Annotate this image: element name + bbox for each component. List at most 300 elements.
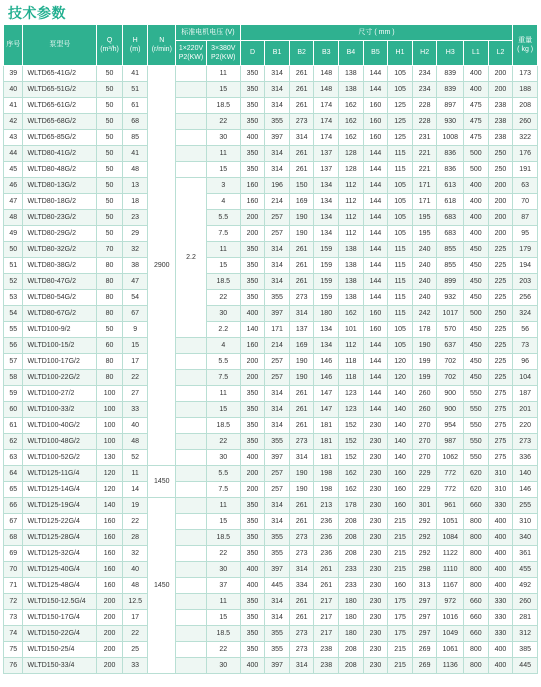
- header-no: 序号: [4, 25, 23, 66]
- dim-b2: 169: [289, 338, 314, 354]
- dim-b5: 144: [363, 146, 388, 162]
- header-weight-unit: ( kg ): [517, 46, 534, 53]
- dim-b1: 355: [265, 546, 290, 562]
- header-n-unit: (r/min): [151, 46, 172, 53]
- dim-h2: 221: [412, 162, 437, 178]
- table-row: [4, 274, 538, 290]
- flow-q: 80: [97, 258, 123, 274]
- dim-b1: 314: [265, 98, 290, 114]
- dim-h3: 570: [437, 322, 464, 338]
- dim-h1: 215: [388, 562, 413, 578]
- dim-b5: 160: [363, 322, 388, 338]
- dim-b2: 314: [289, 562, 314, 578]
- weight-kg: 260: [513, 594, 538, 610]
- dim-l1: 800: [464, 562, 489, 578]
- dim-l2: 400: [488, 514, 513, 530]
- motor-1ph-power: [176, 370, 207, 386]
- dim-h2: 269: [412, 642, 437, 658]
- pump-model: WLTD80-23G/2: [23, 210, 97, 226]
- dim-b3: 134: [314, 178, 339, 194]
- row-number: 39: [4, 66, 23, 82]
- dim-h2: 240: [412, 258, 437, 274]
- flow-q: 100: [97, 402, 123, 418]
- dim-b2: 273: [289, 626, 314, 642]
- dim-h2: 292: [412, 546, 437, 562]
- dim-b5: 144: [363, 290, 388, 306]
- flow-q: 50: [97, 210, 123, 226]
- row-number: 59: [4, 386, 23, 402]
- dim-d: 400: [240, 306, 265, 322]
- dim-b5: 144: [363, 242, 388, 258]
- dim-d: 350: [240, 98, 265, 114]
- pump-model: WLTD80-38G/2: [23, 258, 97, 274]
- row-number: 72: [4, 594, 23, 610]
- dim-b4: 112: [339, 226, 364, 242]
- motor-1ph-power: [176, 642, 207, 658]
- flow-q: 50: [97, 226, 123, 242]
- head-h: 17: [122, 610, 148, 626]
- dim-l2: 275: [488, 434, 513, 450]
- table-row: [4, 130, 538, 146]
- dim-b2: 261: [289, 162, 314, 178]
- head-h: 48: [122, 578, 148, 594]
- dim-d: 350: [240, 530, 265, 546]
- table-row: [4, 546, 538, 562]
- dim-b3: 137: [314, 162, 339, 178]
- dim-b3: 134: [314, 226, 339, 242]
- dim-l2: 225: [488, 370, 513, 386]
- weight-kg: 208: [513, 98, 538, 114]
- dim-b5: 230: [363, 498, 388, 514]
- dim-d: 350: [240, 82, 265, 98]
- flow-q: 120: [97, 482, 123, 498]
- pump-model: WLTD125-28G/4: [23, 530, 97, 546]
- table-row: [4, 514, 538, 530]
- dim-l1: 400: [464, 66, 489, 82]
- dim-d: 160: [240, 338, 265, 354]
- dim-l2: 238: [488, 98, 513, 114]
- dim-l2: 330: [488, 498, 513, 514]
- motor-1ph-power: [176, 514, 207, 530]
- dim-b1: 257: [265, 466, 290, 482]
- header-dim-b4: B4: [339, 41, 364, 66]
- head-h: 29: [122, 226, 148, 242]
- dim-b1: 314: [265, 274, 290, 290]
- dim-l2: 400: [488, 546, 513, 562]
- dim-b2: 190: [289, 210, 314, 226]
- dim-h3: 836: [437, 162, 464, 178]
- dim-h3: 839: [437, 82, 464, 98]
- dim-b4: 123: [339, 386, 364, 402]
- header-model: 泵型号: [23, 25, 97, 66]
- dim-d: 400: [240, 562, 265, 578]
- dim-b3: 137: [314, 146, 339, 162]
- dim-h2: 301: [412, 498, 437, 514]
- speed-n: 2900: [148, 66, 176, 466]
- dim-h2: 195: [412, 210, 437, 226]
- dim-l1: 475: [464, 130, 489, 146]
- dim-b1: 314: [265, 418, 290, 434]
- row-number: 51: [4, 258, 23, 274]
- dim-b5: 144: [363, 370, 388, 386]
- dim-l2: 200: [488, 178, 513, 194]
- dim-h2: 242: [412, 306, 437, 322]
- dim-b3: 174: [314, 130, 339, 146]
- dim-d: 160: [240, 194, 265, 210]
- dim-h3: 683: [437, 210, 464, 226]
- dim-b2: 261: [289, 514, 314, 530]
- header-weight: [513, 25, 538, 66]
- dim-h3: 618: [437, 194, 464, 210]
- row-number: 45: [4, 162, 23, 178]
- weight-kg: 220: [513, 418, 538, 434]
- dim-h3: 772: [437, 466, 464, 482]
- dim-l2: 250: [488, 306, 513, 322]
- head-h: 40: [122, 562, 148, 578]
- flow-q: 200: [97, 626, 123, 642]
- dim-b3: 236: [314, 530, 339, 546]
- dim-b1: 314: [265, 82, 290, 98]
- dim-h1: 140: [388, 434, 413, 450]
- dim-h1: 125: [388, 98, 413, 114]
- row-number: 61: [4, 418, 23, 434]
- dim-d: 350: [240, 498, 265, 514]
- dim-h3: 1049: [437, 626, 464, 642]
- motor-3ph-power: 11: [206, 386, 240, 402]
- header-q: [97, 25, 123, 66]
- dim-h1: 115: [388, 162, 413, 178]
- dim-b1: 397: [265, 306, 290, 322]
- dim-h1: 215: [388, 530, 413, 546]
- dim-b5: 144: [363, 338, 388, 354]
- flow-q: 200: [97, 594, 123, 610]
- dim-h3: 683: [437, 226, 464, 242]
- flow-q: 50: [97, 322, 123, 338]
- dim-b5: 160: [363, 114, 388, 130]
- motor-3ph-power: 15: [206, 402, 240, 418]
- row-number: 71: [4, 578, 23, 594]
- dim-l1: 550: [464, 402, 489, 418]
- dim-h3: 1017: [437, 306, 464, 322]
- dim-b1: 314: [265, 258, 290, 274]
- dim-b2: 261: [289, 242, 314, 258]
- head-h: 33: [122, 402, 148, 418]
- flow-q: 140: [97, 498, 123, 514]
- motor-1ph-power: [176, 610, 207, 626]
- dim-d: 400: [240, 450, 265, 466]
- dim-h3: 855: [437, 242, 464, 258]
- dim-b1: 196: [265, 178, 290, 194]
- dim-d: 200: [240, 354, 265, 370]
- dim-b5: 144: [363, 226, 388, 242]
- dim-b3: 181: [314, 450, 339, 466]
- row-number: 49: [4, 226, 23, 242]
- weight-kg: 273: [513, 434, 538, 450]
- weight-kg: 255: [513, 498, 538, 514]
- dim-b3: 148: [314, 66, 339, 82]
- weight-kg: 173: [513, 66, 538, 82]
- pump-model: WLTD80-47G/2: [23, 274, 97, 290]
- dim-b5: 144: [363, 274, 388, 290]
- dim-h2: 292: [412, 530, 437, 546]
- dim-b2: 261: [289, 594, 314, 610]
- header-dim-h1: H1: [388, 41, 413, 66]
- head-h: 17: [122, 354, 148, 370]
- dim-b2: 150: [289, 178, 314, 194]
- dim-h3: 900: [437, 386, 464, 402]
- dim-b5: 230: [363, 450, 388, 466]
- motor-3ph-power: 11: [206, 66, 240, 82]
- dim-h1: 140: [388, 386, 413, 402]
- dim-b2: 273: [289, 434, 314, 450]
- dim-b2: 261: [289, 418, 314, 434]
- dim-d: 350: [240, 290, 265, 306]
- pump-model: WLTD80-13G/2: [23, 178, 97, 194]
- table-row: [4, 434, 538, 450]
- dim-h2: 231: [412, 130, 437, 146]
- dim-h2: 229: [412, 482, 437, 498]
- dim-b4: 178: [339, 498, 364, 514]
- dim-b2: 273: [289, 546, 314, 562]
- row-number: 75: [4, 642, 23, 658]
- motor-1ph-power: [176, 386, 207, 402]
- dim-h3: 1167: [437, 578, 464, 594]
- header-motor-3ph-p: P2(KW): [211, 54, 236, 61]
- dim-b3: 217: [314, 610, 339, 626]
- dim-h1: 125: [388, 130, 413, 146]
- pump-model: WLTD80-41G/2: [23, 146, 97, 162]
- dim-h1: 115: [388, 146, 413, 162]
- header-motor-3ph-v: 3×380V: [211, 44, 236, 52]
- table-row: [4, 466, 538, 482]
- dim-b4: 208: [339, 530, 364, 546]
- dim-h1: 175: [388, 610, 413, 626]
- dim-h3: 1008: [437, 130, 464, 146]
- weight-kg: 336: [513, 450, 538, 466]
- dim-b3: 134: [314, 338, 339, 354]
- dim-d: 160: [240, 178, 265, 194]
- dim-d: 350: [240, 610, 265, 626]
- dim-b4: 162: [339, 114, 364, 130]
- dim-d: 350: [240, 146, 265, 162]
- dim-b4: 101: [339, 322, 364, 338]
- dim-l2: 275: [488, 386, 513, 402]
- head-h: 54: [122, 290, 148, 306]
- dim-b1: 171: [265, 322, 290, 338]
- dim-b2: 314: [289, 450, 314, 466]
- dim-d: 200: [240, 210, 265, 226]
- dim-b3: 181: [314, 418, 339, 434]
- dim-b1: 257: [265, 226, 290, 242]
- dim-h2: 195: [412, 226, 437, 242]
- dim-b2: 190: [289, 354, 314, 370]
- table-body: [4, 66, 538, 674]
- dim-l2: 225: [488, 242, 513, 258]
- dim-h3: 930: [437, 114, 464, 130]
- dim-b2: 261: [289, 258, 314, 274]
- table-row: [4, 194, 538, 210]
- dim-h1: 160: [388, 482, 413, 498]
- dim-h2: 234: [412, 82, 437, 98]
- motor-1ph-power: [176, 498, 207, 514]
- header-dim-h3: H3: [437, 41, 464, 66]
- flow-q: 80: [97, 306, 123, 322]
- dim-l2: 275: [488, 418, 513, 434]
- dim-h2: 260: [412, 402, 437, 418]
- dim-l2: 330: [488, 594, 513, 610]
- head-h: 52: [122, 450, 148, 466]
- dim-b5: 230: [363, 418, 388, 434]
- dim-b2: 334: [289, 578, 314, 594]
- header-motor-1ph-p: P2(KW): [178, 54, 204, 61]
- dim-h2: 199: [412, 354, 437, 370]
- dim-b1: 314: [265, 594, 290, 610]
- dim-l1: 450: [464, 258, 489, 274]
- dim-b4: 118: [339, 354, 364, 370]
- dim-l2: 250: [488, 146, 513, 162]
- dim-b5: 230: [363, 642, 388, 658]
- weight-kg: 203: [513, 274, 538, 290]
- motor-1ph-power: [176, 162, 207, 178]
- dim-b3: 180: [314, 306, 339, 322]
- dim-l2: 250: [488, 162, 513, 178]
- motor-3ph-power: 5.5: [206, 466, 240, 482]
- weight-kg: 70: [513, 194, 538, 210]
- motor-1ph-power: [176, 562, 207, 578]
- motor-3ph-power: 4: [206, 194, 240, 210]
- weight-kg: 63: [513, 178, 538, 194]
- dim-b1: 314: [265, 146, 290, 162]
- flow-q: 60: [97, 338, 123, 354]
- pump-model: WLTD150-12.5G/4: [23, 594, 97, 610]
- dim-h2: 313: [412, 578, 437, 594]
- dim-h2: 297: [412, 610, 437, 626]
- motor-3ph-power: 7.5: [206, 482, 240, 498]
- head-h: 9: [122, 322, 148, 338]
- dim-l1: 800: [464, 514, 489, 530]
- flow-q: 50: [97, 194, 123, 210]
- dim-b2: 137: [289, 322, 314, 338]
- dim-b1: 257: [265, 370, 290, 386]
- dim-h1: 140: [388, 418, 413, 434]
- head-h: 11: [122, 466, 148, 482]
- table-row: [4, 370, 538, 386]
- dim-l2: 275: [488, 450, 513, 466]
- table-row: [4, 322, 538, 338]
- pump-model: WLTD125-11G/4: [23, 466, 97, 482]
- dim-l2: 400: [488, 530, 513, 546]
- table-row: [4, 610, 538, 626]
- dim-l2: 225: [488, 274, 513, 290]
- dim-d: 350: [240, 514, 265, 530]
- dim-h1: 115: [388, 306, 413, 322]
- dim-h1: 105: [388, 226, 413, 242]
- table-row: [4, 450, 538, 466]
- dim-b3: 147: [314, 402, 339, 418]
- dim-b4: 138: [339, 82, 364, 98]
- dim-d: 350: [240, 418, 265, 434]
- flow-q: 130: [97, 450, 123, 466]
- dim-b2: 273: [289, 642, 314, 658]
- motor-1ph-power: [176, 546, 207, 562]
- dim-l2: 330: [488, 610, 513, 626]
- flow-q: 80: [97, 274, 123, 290]
- dim-l2: 310: [488, 482, 513, 498]
- dim-h1: 140: [388, 450, 413, 466]
- motor-1ph-power: [176, 354, 207, 370]
- dim-b1: 314: [265, 498, 290, 514]
- dim-b3: 146: [314, 370, 339, 386]
- dim-h2: 171: [412, 194, 437, 210]
- dim-b2: 190: [289, 226, 314, 242]
- header-dim-b5: B5: [363, 41, 388, 66]
- dim-d: 350: [240, 386, 265, 402]
- dim-h1: 215: [388, 514, 413, 530]
- motor-3ph-power: 30: [206, 450, 240, 466]
- pump-model: WLTD150-22G/4: [23, 626, 97, 642]
- dim-h1: 160: [388, 498, 413, 514]
- header-n-label: N: [159, 36, 165, 44]
- dim-h3: 900: [437, 402, 464, 418]
- dim-b4: 208: [339, 546, 364, 562]
- pump-model: WLTD100-9/2: [23, 322, 97, 338]
- dim-h1: 105: [388, 82, 413, 98]
- dim-b1: 397: [265, 562, 290, 578]
- row-number: 56: [4, 338, 23, 354]
- flow-q: 160: [97, 578, 123, 594]
- dim-b2: 273: [289, 114, 314, 130]
- pump-model: WLTD100-33/2: [23, 402, 97, 418]
- motor-3ph-power: 2.2: [206, 322, 240, 338]
- motor-3ph-power: 15: [206, 610, 240, 626]
- dim-h3: 1051: [437, 514, 464, 530]
- dim-h1: 215: [388, 658, 413, 674]
- flow-q: 50: [97, 82, 123, 98]
- table-row: [4, 178, 538, 194]
- dim-l1: 500: [464, 146, 489, 162]
- motor-3ph-power: 37: [206, 578, 240, 594]
- dim-l1: 800: [464, 642, 489, 658]
- dim-d: 400: [240, 658, 265, 674]
- dim-b5: 144: [363, 386, 388, 402]
- head-h: 61: [122, 98, 148, 114]
- dim-h3: 987: [437, 434, 464, 450]
- dim-l1: 550: [464, 386, 489, 402]
- dim-h2: 234: [412, 66, 437, 82]
- dim-d: 200: [240, 226, 265, 242]
- dim-l2: 400: [488, 562, 513, 578]
- dim-l1: 800: [464, 578, 489, 594]
- flow-q: 50: [97, 66, 123, 82]
- flow-q: 120: [97, 466, 123, 482]
- weight-kg: 140: [513, 466, 538, 482]
- weight-kg: 281: [513, 610, 538, 626]
- header-dim-l2: L2: [488, 41, 513, 66]
- dim-h2: 171: [412, 178, 437, 194]
- dim-b2: 261: [289, 98, 314, 114]
- dim-b1: 314: [265, 242, 290, 258]
- row-number: 53: [4, 290, 23, 306]
- table-row: [4, 66, 538, 82]
- dim-b4: 138: [339, 242, 364, 258]
- dim-h1: 125: [388, 114, 413, 130]
- dim-b1: 355: [265, 642, 290, 658]
- flow-q: 50: [97, 98, 123, 114]
- table-row: [4, 498, 538, 514]
- dim-h2: 240: [412, 274, 437, 290]
- dim-l1: 660: [464, 498, 489, 514]
- dim-b5: 230: [363, 658, 388, 674]
